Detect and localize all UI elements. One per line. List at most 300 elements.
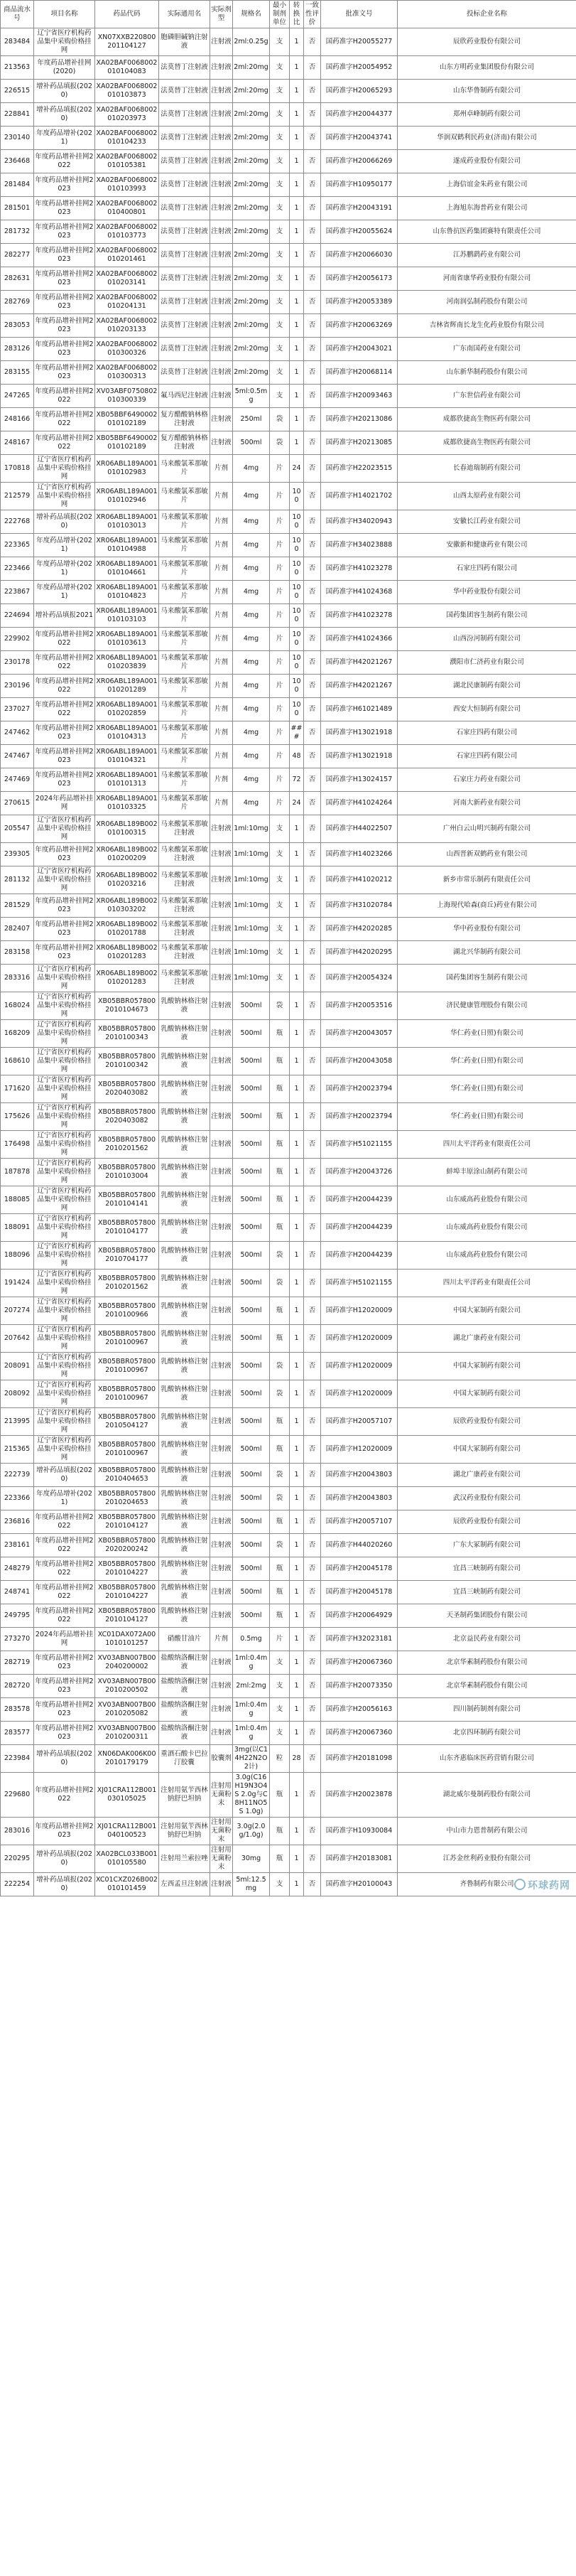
table-cell: 华润双鹤利民药业(济南)有限公司 [398,127,576,150]
table-cell: XR06ABL189A001010102946 [95,483,159,510]
table-cell: 支 [270,291,290,314]
table-cell: 乳酸钠林格注射液 [159,1075,210,1103]
table-cell: 盐酸纳洛酮注射液 [159,1722,210,1745]
table-cell: 国药准字H44022507 [321,815,398,843]
table-cell: 100 [290,651,304,675]
table-cell: 马来酸氯苯那敏注射液 [159,894,210,918]
table-cell: 乳酸钠林格注射液 [159,1380,210,1408]
table-cell: 成都欣捷高生物医药有限公司 [398,408,576,431]
table-cell: 注射液 [210,965,233,992]
table-cell: XA02BAF0068002010105381 [95,150,159,173]
table-cell: 辽宁省医疗机构药品集中采购价格挂网 [34,1020,95,1048]
table-cell: 1 [290,1436,304,1464]
table-cell: 注射液 [210,1487,233,1510]
table-cell: 乳酸钠林格注射液 [159,1048,210,1075]
table-cell: 年度药品增补(2021) [34,557,95,581]
table-cell: 5ml:12.5mg [233,1873,270,1896]
table-cell: XA02BAF0068002010300326 [95,338,159,361]
table-cell: 瓶 [270,1131,290,1159]
table-cell: 瓶 [270,1408,290,1436]
table-cell: 国药准字H20063269 [321,314,398,338]
table-cell: 1 [290,267,304,291]
table-cell: 1 [290,1380,304,1408]
table-cell: 片剂 [210,581,233,604]
table-cell: 248279 [1,1557,34,1581]
table-cell: 国药准字H32023181 [321,1628,398,1651]
table-cell: 辽宁省医疗机构药品集中采购价格挂网 [34,1214,95,1242]
table-cell: 1 [290,815,304,843]
table-cell: 马来酸氯苯那敏片 [159,628,210,651]
table-cell: 增补药品填报(2020) [34,103,95,127]
table-cell: 上海信谊金朱药业有限公司 [398,173,576,197]
table-cell: 马来酸氯苯那敏片 [159,557,210,581]
table-cell: 片剂 [210,628,233,651]
table-cell: 辽宁省医疗机构药品集中采购价格挂网 [34,965,95,992]
table-cell: 500ml [233,1510,270,1534]
table-cell: 注射液 [210,1131,233,1159]
table-cell: 马来酸氯苯那敏片 [159,768,210,792]
table-cell: 248167 [1,431,34,455]
table-row [1,1214,576,1242]
table-cell: 郑州卓峰制药有限公司 [398,103,576,127]
table-cell: 281501 [1,197,34,220]
table-cell: 片剂 [210,455,233,483]
table-cell: 瓶 [270,1186,290,1214]
table-cell: 注射液 [210,56,233,80]
table-cell: XB05BBR0578002010104227 [95,1557,159,1581]
table-cell: 法莫替丁注射液 [159,80,210,103]
table-cell: 瓶 [270,1103,290,1131]
table-cell: 乳酸钠林格注射液 [159,1408,210,1436]
table-cell: 法莫替丁注射液 [159,314,210,338]
table-cell: 国药准字H20056173 [321,267,398,291]
table-cell: 袋 [270,992,290,1020]
table-cell: 注射液 [210,385,233,408]
table-cell: 湖北民康制药有限公司 [398,675,576,698]
col-header: 最小制剂单位 [270,1,290,28]
table-cell: 4mg [233,510,270,534]
table-cell: XA02BAF0068002010201461 [95,244,159,267]
table-row [1,698,576,721]
table-cell: 国药准字H20073350 [321,1675,398,1698]
table-cell: 国药准字H20056163 [321,1698,398,1722]
table-cell: XB05BBR0578002020200242 [95,1534,159,1557]
table-cell: 国药准字H51021155 [321,1131,398,1159]
table-cell: 瓶 [270,1818,290,1845]
table-cell: 北京华素制药股份有限公司 [398,1675,576,1698]
table-cell: 盐酸纳洛酮注射液 [159,1675,210,1698]
table-cell: 山西汾河制药有限公司 [398,628,576,651]
table-cell: XB05BBR0578002010100967 [95,1436,159,1464]
table-cell: 注射用无菌粉末 [210,1818,233,1845]
table-cell: 乳酸钠林格注射液 [159,1297,210,1325]
table-cell: 230178 [1,651,34,675]
table-cell: 否 [304,385,321,408]
table-cell: 四川太平洋药业有限责任公司 [398,1131,576,1159]
table-cell: 500ml [233,1270,270,1297]
table-cell: 马来酸氯苯那敏片 [159,455,210,483]
table-cell: 国药准字H20023878 [321,1773,398,1818]
table-cell: 中国大冢制药有限公司 [398,1380,576,1408]
table-cell: 否 [304,1675,321,1698]
table-cell: 注射用无菌粉末 [210,1773,233,1818]
table-cell: 马来酸氯苯那敏片 [159,534,210,557]
table-row [1,1131,576,1159]
table-cell: 1 [290,80,304,103]
table-cell: 支 [270,1873,290,1896]
table-cell: 188096 [1,1242,34,1270]
table-row [1,1722,576,1745]
table-cell: 1 [290,1604,304,1628]
table-cell: 片 [270,651,290,675]
table-cell: 30mg [233,1845,270,1873]
table-cell: 辽宁省医疗机构药品集中采购价格挂网 [34,28,95,56]
table-cell: 袋 [270,1464,290,1487]
table-cell: XB05BBR0578002010504127 [95,1408,159,1436]
table-cell: 注射液 [210,314,233,338]
table-cell: 乳酸钠林格注射液 [159,1557,210,1581]
table-cell: 片 [270,455,290,483]
table-cell: 法莫替丁注射液 [159,220,210,244]
table-cell: 1 [290,1075,304,1103]
table-cell: XR06ABL189A001010101313 [95,768,159,792]
table-cell: 4mg [233,721,270,745]
table-cell: 注射液 [210,941,233,965]
table-cell: 100 [290,483,304,510]
table-cell: 否 [304,1745,321,1773]
table-cell: 2ml:20mg [233,244,270,267]
table-cell: 法莫替丁注射液 [159,197,210,220]
table-cell: 1ml:10mg [233,843,270,866]
table-cell: 上海旭东海普药业有限公司 [398,197,576,220]
table-row [1,1242,576,1270]
table-cell: 1 [290,1818,304,1845]
table-cell: 上海现代哈森(商丘)药业有限公司 [398,894,576,918]
table-cell: 注射液 [210,894,233,918]
table-cell: 瓶 [270,1510,290,1534]
table-cell: 年度药品增补挂网2022 [34,431,95,455]
table-cell: 辽宁省医疗机构药品集中采购价格挂网 [34,1297,95,1325]
table-row [1,1380,576,1408]
table-cell: XA02BAF0068002010203973 [95,103,159,127]
table-cell: 年度药品增补挂网2022 [34,1773,95,1818]
table-cell: 年度药品增补挂网2023 [34,721,95,745]
table-cell: XB05BBR0578002020403082 [95,1103,159,1131]
table-cell: 乳酸钠林格注射液 [159,1186,210,1214]
table-cell: 支 [270,338,290,361]
table-cell: XA02BAF0068002010203133 [95,314,159,338]
table-cell: 片 [270,581,290,604]
table-cell: 223984 [1,1745,34,1773]
table-cell: 国药准字H20043057 [321,1020,398,1048]
table-row [1,220,576,244]
table-row [1,1048,576,1075]
table-cell: 支 [270,173,290,197]
table-row [1,150,576,173]
table-cell: 马来酸氯苯那敏注射液 [159,815,210,843]
table-cell: 3.0g(C16H19N3O4S 2.0g与C8H11NO5S 1.0g) [233,1773,270,1818]
table-cell: 注射液 [210,1436,233,1464]
table-cell: 乳酸钠林格注射液 [159,1581,210,1604]
table-cell: 1 [290,1103,304,1131]
table-cell: 249795 [1,1604,34,1628]
table-cell: 盐酸纳洛酮注射液 [159,1651,210,1675]
table-cell: 国药准字H41023278 [321,557,398,581]
table-cell: 增补药品填报(2020) [34,1873,95,1896]
table-cell: 支 [270,314,290,338]
table-cell: 国药准字H20055277 [321,28,398,56]
table-cell: 否 [304,28,321,56]
table-cell: 否 [304,1159,321,1186]
table-cell: 年度药品增补挂网2023 [34,1698,95,1722]
table-cell: 1 [290,1845,304,1873]
table-row [1,455,576,483]
table-cell: 500ml [233,1103,270,1131]
table-cell: 左西孟旦注射液 [159,1873,210,1896]
table-cell: 否 [304,1845,321,1873]
table-cell: 247462 [1,721,34,745]
table-cell: 100 [290,510,304,534]
table-cell: 2ml:0.25g [233,28,270,56]
table-cell: 4mg [233,628,270,651]
table-cell: 瓶 [270,1845,290,1873]
table-cell: 239305 [1,843,34,866]
table-cell: 马来酸氯苯那敏片 [159,792,210,815]
table-cell: 否 [304,291,321,314]
table-cell: 法莫替丁注射液 [159,173,210,197]
table-cell: 否 [304,361,321,385]
table-cell: 2024年药品增补挂网 [34,1628,95,1651]
table-cell: 168024 [1,992,34,1020]
table-cell: 222768 [1,510,34,534]
table-cell: 国药准字H20054952 [321,56,398,80]
table-row [1,1510,576,1534]
table-cell: 国药准字H20213086 [321,408,398,431]
table-row [1,197,576,220]
table-row [1,1557,576,1581]
table-row [1,992,576,1020]
col-header: 商品流水号 [1,1,34,28]
table-cell: 1ml:10mg [233,894,270,918]
table-cell: 瓶 [270,1436,290,1464]
table-cell: 1 [290,1408,304,1436]
table-cell: 否 [304,1464,321,1487]
table-cell: 辽宁省医疗机构药品集中采购价格挂网 [34,1159,95,1186]
table-cell: 氟马西尼注射液 [159,385,210,408]
table-cell: 瓶 [270,1214,290,1242]
table-cell: 否 [304,1214,321,1242]
table-cell: 281529 [1,894,34,918]
table-cell: 否 [304,1698,321,1722]
table-cell: 否 [304,815,321,843]
table-row [1,1628,576,1651]
table-cell: 否 [304,792,321,815]
table-cell: 国药准字H20093463 [321,385,398,408]
table-cell: XB05BBR0578002010704177 [95,1242,159,1270]
table-row [1,604,576,628]
table-cell: XA02BAF0068002010300313 [95,361,159,385]
table-cell: 207274 [1,1297,34,1325]
table-cell: 法莫替丁注射液 [159,127,210,150]
table-cell: 山东华鲁制药有限公司 [398,80,576,103]
table-cell: 华中药业股份有限公司 [398,918,576,941]
table-cell: 支 [270,28,290,56]
table-cell: 北京华素制药股份有限公司 [398,1651,576,1675]
table-row [1,792,576,815]
table-cell: XA02BAF0068002010104233 [95,127,159,150]
table-cell: 否 [304,267,321,291]
watermark-text: 环球药网 [528,1880,570,1891]
table-cell: XJ01CRA112B001040100523 [95,1818,159,1845]
table-cell: 否 [304,992,321,1020]
table-cell: 207642 [1,1325,34,1353]
table-cell: 4mg [233,604,270,628]
table-cell: 否 [304,455,321,483]
table-cell: 100 [290,534,304,557]
table-row [1,127,576,150]
table-cell: 片 [270,557,290,581]
table-cell: 否 [304,1131,321,1159]
table-row [1,1103,576,1131]
table-cell: 瓶 [270,1075,290,1103]
table-cell: 国药准字H41020212 [321,866,398,894]
table-cell: 2024年药品增补挂网 [34,792,95,815]
table-cell: 否 [304,651,321,675]
table-cell: 乳酸钠林格注射液 [159,1510,210,1534]
table-row [1,28,576,56]
table-cell: 2ml:20mg [233,220,270,244]
table-cell: 否 [304,1436,321,1464]
table-cell: 重酒石酸卡巴拉汀胶囊 [159,1745,210,1773]
table-cell: 辽宁省医疗机构药品集中采购价格挂网 [34,1075,95,1103]
table-cell: XN06DAK006K002010179179 [95,1745,159,1773]
table-cell: 282719 [1,1651,34,1675]
table-cell: 湖北兴华制药有限公司 [398,941,576,965]
table-cell: 1ml:10mg [233,918,270,941]
table-cell: 辰欣药业股份有限公司 [398,1510,576,1534]
table-cell: 注射液 [210,1186,233,1214]
table-cell: 宜昌三峡制药有限公司 [398,1557,576,1581]
table-cell: 增补药品填报2021 [34,604,95,628]
table-cell: 年度药品增补(2021) [34,534,95,557]
table-cell: XA02BAF0068002010203141 [95,267,159,291]
table-cell: 支 [270,244,290,267]
table-cell: 223466 [1,557,34,581]
table-cell: 1 [290,1131,304,1159]
table-cell: 否 [304,745,321,768]
table-cell: 长春迪瑞制药有限公司 [398,455,576,483]
table-cell: 1 [290,843,304,866]
table-cell: XC01CXZ026B002010101459 [95,1873,159,1896]
table-cell: 国药准字H20183081 [321,1845,398,1873]
table-cell: 2ml:20mg [233,127,270,150]
table-cell: 500ml [233,1534,270,1557]
table-cell: 辽宁省医疗机构药品集中采购价格挂网 [34,1408,95,1436]
table-row [1,314,576,338]
table-cell: 1 [290,1722,304,1745]
table-cell: 500ml [233,1380,270,1408]
table-cell: 247469 [1,768,34,792]
table-cell: 4mg [233,698,270,721]
table-cell: 瓶 [270,1581,290,1604]
table-cell: 500ml [233,1242,270,1270]
table-row [1,894,576,918]
table-cell: 否 [304,1103,321,1131]
table-cell: 4mg [233,768,270,792]
table-cell: 1ml:10mg [233,965,270,992]
table-cell: 片剂 [210,510,233,534]
table-row [1,1581,576,1604]
table-cell: 国药准字H42021267 [321,651,398,675]
table-cell: 1 [290,1628,304,1651]
table-cell: 否 [304,894,321,918]
table-cell: 年度药品增补挂网2023 [34,197,95,220]
table-cell: 华仁药业(日照)有限公司 [398,1020,576,1048]
table-cell: 片剂 [210,534,233,557]
table-cell: 224694 [1,604,34,628]
table-cell: 注射液 [210,1297,233,1325]
table-cell: 208091 [1,1353,34,1380]
table-cell: 283577 [1,1722,34,1745]
table-cell: 马来酸氯苯那敏片 [159,698,210,721]
table-row [1,361,576,385]
table-cell: 中国大冢制药有限公司 [398,1353,576,1380]
table-cell: 1 [290,1698,304,1722]
table-cell: 马来酸氯苯那敏片 [159,675,210,698]
table-cell: 否 [304,408,321,431]
table-cell: 片剂 [210,698,233,721]
table-cell: 否 [304,483,321,510]
table-row [1,628,576,651]
table-row [1,1873,576,1896]
table-cell: 1 [290,127,304,150]
table-cell: 国药准字H12020009 [321,1436,398,1464]
table-row [1,866,576,894]
col-header: 转换比 [290,1,304,28]
table-cell: 223365 [1,534,34,557]
table-cell: 国药准字H42020285 [321,918,398,941]
table-row [1,1818,576,1845]
table-cell: 1 [290,866,304,894]
table-cell: 马来酸氯苯那敏片 [159,483,210,510]
table-cell: 胶囊剂 [210,1745,233,1773]
table-cell: 国药准字H12020009 [321,1297,398,1325]
table-cell: 否 [304,1048,321,1075]
table-cell: 国药准字H51021155 [321,1270,398,1297]
table-cell: 年度药品增补挂网2022 [34,651,95,675]
table-cell: 瓶 [270,1557,290,1581]
table-row [1,843,576,866]
table-cell: 3mg(以C14H22N2O2计) [233,1745,270,1773]
table-cell: 注射液 [210,408,233,431]
table-cell: 500ml [233,992,270,1020]
table-cell: 注射用无菌粉末 [210,1845,233,1873]
table-cell: 辰欣药业股份有限公司 [398,28,576,56]
table-cell: 年度药品增补挂网2022 [34,1534,95,1557]
table-cell: 500ml [233,1408,270,1436]
table-cell: 瓶 [270,1773,290,1818]
table-cell: 1 [290,56,304,80]
table-cell: 石家庄四药有限公司 [398,557,576,581]
table-cell: 新乡市常乐制药有限责任公司 [398,866,576,894]
table-cell: 1 [290,1214,304,1242]
table-cell: XN07XXB220800201104127 [95,28,159,56]
table-cell: 国药准字H13021918 [321,745,398,768]
table-cell: 支 [270,385,290,408]
table-cell: XA02BAF0068002010103873 [95,80,159,103]
table-cell: 注射液 [210,992,233,1020]
table-cell: 否 [304,866,321,894]
